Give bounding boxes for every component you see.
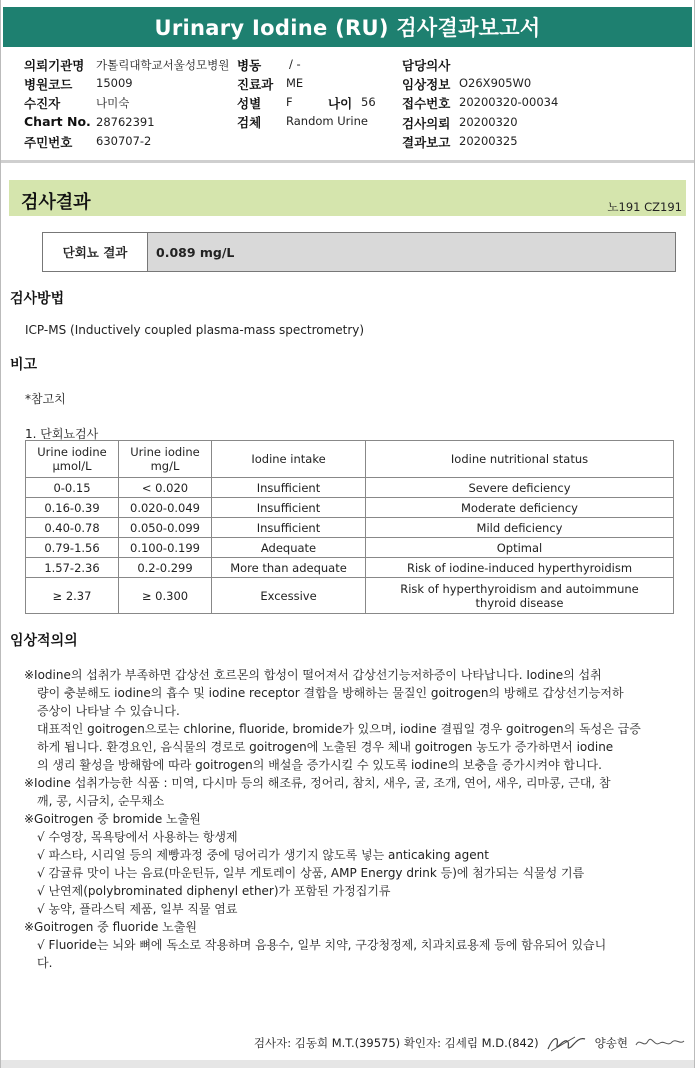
cell: Risk of iodine-induced hyperthyroidism (366, 558, 674, 578)
reference-note: *참고치 (25, 392, 66, 406)
cell: Excessive (212, 578, 366, 614)
rrn-label: 주민번호 (24, 135, 73, 150)
method-title: 검사방법 (10, 291, 65, 307)
cell: Severe deficiency (366, 478, 674, 498)
clinical-info-value: O26X905W0 (459, 76, 532, 90)
patient-value: 나미숙 (96, 96, 130, 110)
table-row (26, 518, 674, 538)
clinical-line: ※Goitrogen 중 fluoride 노출원 (24, 920, 197, 934)
report-title: Urinary Iodine (RU) 검사결과보고서 (3, 7, 692, 47)
rrn-value: 630707-2 (96, 134, 152, 148)
chart-value: 28762391 (96, 115, 155, 129)
doctor-label: 담당의사 (402, 58, 451, 73)
request-value: 20200320 (459, 115, 518, 129)
table-header-row (26, 441, 674, 478)
cell: < 0.020 (119, 478, 212, 498)
request-label: 검사의뢰 (402, 116, 451, 131)
reference-table (25, 440, 674, 614)
cell: 1.57-2.36 (26, 558, 119, 578)
examiner-signature-icon (545, 1031, 589, 1055)
age-label: 나이 (328, 96, 353, 111)
dept-label: 진료과 (237, 77, 274, 92)
clinical-line: 증상이 나타날 수 있습니다. (37, 704, 180, 718)
info-divider (1, 160, 694, 163)
hospcode-label: 병원코드 (24, 77, 73, 92)
cell: 0-0.15 (26, 478, 119, 498)
ward-value: / - (289, 57, 301, 71)
col-header-status: Iodine nutritional status (366, 441, 674, 478)
list-item: √ 농약, 플라스틱 제품, 일부 직물 염료 (37, 902, 238, 916)
signer-signature-icon (634, 1033, 686, 1053)
result-value: 0.089 mg/L (148, 233, 675, 271)
list-item: √ 감귤류 맛이 나는 음료(마운틴듀, 일부 게토레이 상품, AMP Energy drink 등)에 첨가되는 식물성 기름 (37, 866, 585, 880)
remarks-title: 비고 (10, 357, 38, 373)
examiner-text: 검사자: 김동희 M.T.(39575) 확인자: 김세림 M.D.(842) (253, 1036, 539, 1050)
list-item: 다. (37, 956, 53, 970)
cell: Insufficient (212, 498, 366, 518)
patient-label: 수진자 (24, 96, 61, 111)
table-caption: 1. 단회뇨검사 (25, 427, 99, 441)
bottom-bar (1, 1060, 694, 1068)
specimen-label: 검체 (237, 115, 262, 130)
org-label: 의뢰기관명 (24, 58, 85, 73)
patient-info-block (1, 52, 694, 160)
footer (254, 1031, 686, 1055)
chart-label: Chart No. (24, 114, 91, 129)
test-code: 노191 CZ191 (607, 200, 682, 214)
result-section-header (9, 180, 686, 216)
cell: Risk of hyperthyroidism and autoimmune thyroid disease (366, 578, 674, 614)
ward-label: 병동 (237, 58, 262, 73)
table-row (26, 498, 674, 518)
method-text: ICP-MS (Inductively coupled plasma-mass spectrometry) (25, 323, 365, 337)
cell: 0.2-0.299 (119, 558, 212, 578)
cell: ≥ 2.37 (26, 578, 119, 614)
col-header-intake: Iodine intake (212, 441, 366, 478)
cell: 0.16-0.39 (26, 498, 119, 518)
col-header-mgl: Urine iodine mg/L (119, 441, 212, 478)
clinical-line: ※Iodine의 섭취가 부족하면 갑상선 호르몬의 합성이 떨어져서 갑상선기능저하증이 나타납니다. Iodine의 섭취 (24, 668, 602, 682)
sex-label: 성별 (237, 96, 262, 111)
table-row (26, 538, 674, 558)
clinical-line: 하게 됩니다. 환경요인, 음식물의 경로로 goitrogen에 노출된 경우 체내 goitrogen 농도가 증가하면서 iodine (37, 740, 614, 754)
list-item: √ Fluoride는 뇌와 뼈에 독소로 작용하며 음용수, 일부 치약, 구강청정제, 치과치료용제 등에 함유되어 있습니 (37, 938, 607, 952)
table-row (26, 478, 674, 498)
result-label: 단회뇨 결과 (43, 233, 148, 271)
cell: ≥ 0.300 (119, 578, 212, 614)
cell: 0.100-0.199 (119, 538, 212, 558)
clinical-line: 깨, 콩, 시금치, 순무채소 (37, 794, 165, 808)
cell: 0.40-0.78 (26, 518, 119, 538)
specimen-value: Random Urine (286, 114, 368, 128)
clinical-line: 대표적인 goitrogen으로는 chlorine, fluoride, bromide가 있으며, iodine 결핍일 경우 goitrogen의 독성은 급증 (37, 722, 641, 736)
cell: More than adequate (212, 558, 366, 578)
cell: Mild deficiency (366, 518, 674, 538)
clinical-title: 임상적의의 (10, 633, 78, 649)
result-box (42, 232, 676, 272)
age-value: 56 (361, 95, 376, 109)
sex-value: F (286, 95, 293, 109)
clinical-line: ※Goitrogen 중 bromide 노출원 (24, 812, 201, 826)
result-section-title: 검사결과 (21, 192, 91, 213)
clinical-line: ※Iodine 섭취가능한 식품 : 미역, 다시마 등의 해조류, 정어리, 참치, 새우, 굴, 조개, 연어, 새우, 리마콩, 근대, 참 (24, 776, 611, 790)
cell: Moderate deficiency (366, 498, 674, 518)
list-item: √ 수영장, 목욕탕에서 사용하는 항생제 (37, 830, 238, 844)
report-date-value: 20200325 (459, 134, 518, 148)
hospcode-value: 15009 (96, 76, 133, 90)
clinical-line: 량이 충분해도 iodine의 흡수 및 iodine receptor 결합을 방해하는 물질인 goitrogen의 방해로 갑상선기능저하 (37, 686, 624, 700)
dept-value: ME (286, 76, 304, 90)
report-date-label: 결과보고 (402, 135, 451, 150)
clinical-info-label: 임상정보 (402, 77, 451, 92)
cell: Insufficient (212, 518, 366, 538)
org-value: 가톨릭대학교서울성모병원 (96, 58, 230, 72)
cell: 0.050-0.099 (119, 518, 212, 538)
receipt-label: 접수번호 (402, 96, 451, 111)
signer-name: 양송현 (594, 1036, 628, 1050)
cell: 0.79-1.56 (26, 538, 119, 558)
list-item: √ 파스타, 시리얼 등의 제빵과정 중에 덩어리가 생기지 않도록 넣는 anticaking agent (37, 848, 489, 862)
cell: 0.020-0.049 (119, 498, 212, 518)
receipt-value: 20200320-00034 (459, 95, 559, 109)
col-header-umol: Urine iodine μmol/L (26, 441, 119, 478)
table-row (26, 558, 674, 578)
clinical-text (24, 666, 664, 972)
clinical-line: 의 생리 활성을 방해함에 따라 goitrogen의 배설을 증가시킬 수 있도록 iodine의 보충을 증가시켜야 합니다. (37, 758, 602, 772)
cell: Insufficient (212, 478, 366, 498)
cell: Adequate (212, 538, 366, 558)
table-row (26, 578, 674, 614)
list-item: √ 난연제(polybrominated diphenyl ether)가 포함된 가정집기류 (37, 884, 391, 898)
cell: Optimal (366, 538, 674, 558)
